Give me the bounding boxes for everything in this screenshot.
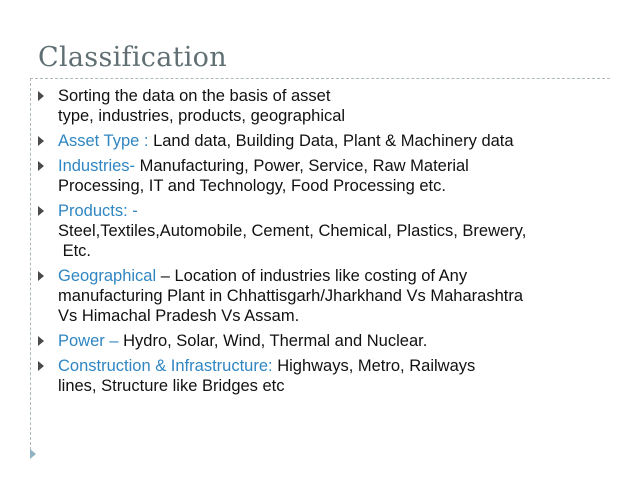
triangle-bullet-icon <box>38 206 44 216</box>
bullet-line: Construction & Infrastructure: Highways, Metro, Railways <box>58 357 476 375</box>
triangle-bullet-icon <box>38 161 44 171</box>
bullet-line <box>58 201 612 221</box>
keyword: Industries- <box>58 157 140 175</box>
keyword: Geographical <box>58 267 157 285</box>
bullet-products <box>38 201 612 261</box>
triangle-bullet-icon <box>38 136 44 146</box>
bullet-line: Industries- Manufacturing, Power, Service, Raw Material <box>58 157 469 175</box>
bullet-line: manufacturing Plant in Chhattisgarh/Jharkhand Vs Maharashtra <box>58 287 524 305</box>
triangle-bullet-icon <box>38 336 44 346</box>
bullet-construction <box>38 356 612 396</box>
bullet-line: Processing, IT and Technology, Food Processing etc. <box>58 177 446 195</box>
title-divider <box>30 78 610 79</box>
left-border <box>30 78 31 450</box>
bullet-line: Sorting the data on the basis of asset <box>58 87 331 105</box>
bullet-line: Etc. <box>58 242 92 260</box>
bullet-list <box>38 86 612 401</box>
keyword: Asset Type : <box>58 132 154 150</box>
bullet-line: Asset Type : Land data, Building Data, Plant & Machinery data <box>58 132 514 150</box>
bullet-power <box>38 331 612 351</box>
keyword: Products: - <box>58 202 138 220</box>
bullet-sorting <box>38 86 612 126</box>
triangle-bullet-icon <box>38 91 44 101</box>
bullet-asset-type <box>38 131 612 151</box>
triangle-bullet-icon <box>38 361 44 371</box>
bullet-line: lines, Structure like Bridges etc <box>58 377 285 395</box>
keyword: Construction & Infrastructure: <box>58 357 278 375</box>
bullet-line: Geographical – Location of industries like costing of Any <box>58 267 468 285</box>
bullet-industries <box>38 156 612 196</box>
slide-title: Classification <box>38 42 227 73</box>
bullet-line: Steel,Textiles,Automobile, Cement, Chemical, Plastics, Brewery, <box>58 222 527 240</box>
slide-nav-arrow-icon[interactable] <box>30 449 36 459</box>
keyword: Power – <box>58 332 124 350</box>
triangle-bullet-icon <box>38 271 44 281</box>
bullet-geographical <box>38 266 612 326</box>
bullet-line: Vs Himachal Pradesh Vs Assam. <box>58 307 300 325</box>
bullet-line: Power – Hydro, Solar, Wind, Thermal and Nuclear. <box>58 332 428 350</box>
bullet-line: type, industries, products, geographical <box>58 107 346 125</box>
